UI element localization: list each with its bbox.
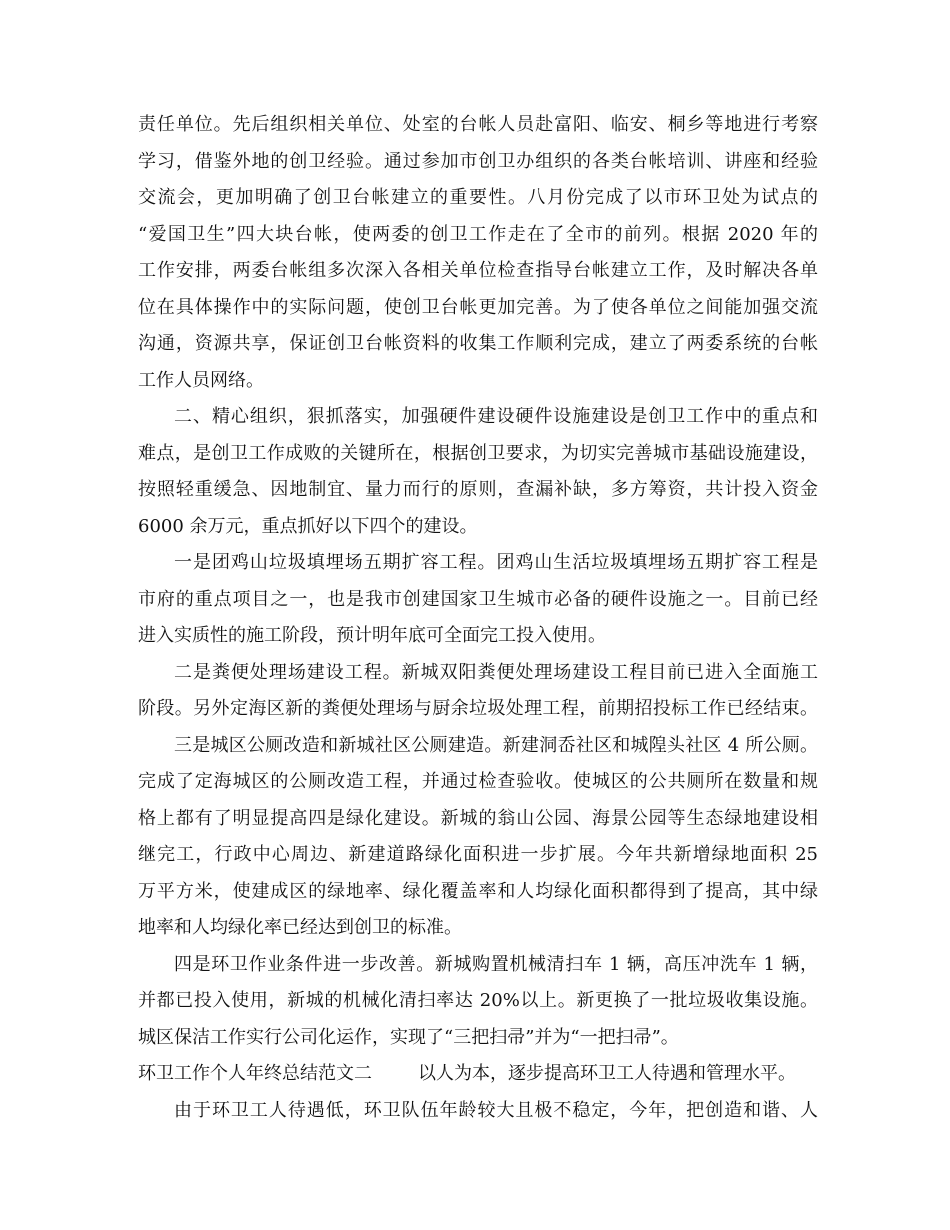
paragraph-line: 沟通，资源共享，保证创卫台帐资料的收集工作顺利完成，建立了两委系统的台帐 — [138, 333, 818, 354]
paragraph-line: 交流会，更加明确了创卫台帐建立的重要性。八月份完成了以市环卫处为试点的 — [138, 187, 818, 208]
paragraph-line: 二是粪便处理场建设工程。新城双阳粪便处理场建设工程目前已进入全面施工 — [174, 661, 818, 683]
document-body — [138, 107, 818, 1056]
paragraph-line: 责任单位。先后组织相关单位、处室的台帐人员赴富阳、临安、桐乡等地进行考察 — [138, 114, 818, 135]
paragraph-line: 工作人员网络。 — [138, 369, 264, 391]
paragraph-line: 难点，是创卫工作成败的关键所在，根据创卫要求，为切实完善城市基础设施建设， — [138, 442, 818, 464]
paragraph-line: 按照轻重缓急、因地制宜、量力而行的原则，查漏补缺，多方筹资，共计投入资金 — [138, 479, 818, 500]
paragraph-line: 进入实质性的施工阶段，预计明年底可全面完工投入使用。 — [138, 625, 606, 646]
paragraph-line: 地率和人均绿化率已经达到创卫的标准。 — [138, 917, 462, 938]
paragraph-line: 三是城区公厕改造和新城社区公厕建造。新建洞岙社区和城隍头社区 4 所公厕。 — [174, 734, 818, 756]
paragraph-line: “爱国卫生”四大块台帐，使两委的创卫工作走在了全市的前列。根据 2020 年的 — [138, 223, 818, 245]
paragraph-line: 6000 余万元，重点抓好以下四个的建设。 — [138, 515, 478, 537]
paragraph-line: 一是团鸡山垃圾填埋场五期扩容工程。团鸡山生活垃圾填埋场五期扩容工程是 — [174, 552, 818, 573]
document-page — [138, 107, 818, 1129]
paragraph-line: 继完工，行政中心周边、新建道路绿化面积进一步扩展。今年共新增绿地面积 25 — [138, 844, 818, 865]
paragraph-line: 二、精心组织，狠抓落实，加强硬件建设硬件设施建设是创卫工作中的重点和 — [174, 406, 818, 427]
paragraph-line: 学习，借鉴外地的创卫经验。通过参加市创卫办组织的各类台帐培训、讲座和经验 — [138, 150, 818, 172]
paragraph-line: 格上都有了明显提高四是绿化建设。新城的翁山公园、海景公园等生态绿地建设相 — [138, 807, 818, 829]
paragraph-line: 位在具体操作中的实际问题，使创卫台帐更加完善。为了使各单位之间能加强交流 — [138, 296, 818, 318]
paragraph-line: 阶段。另外定海区新的粪便处理场与厨余垃圾处理工程，前期招投标工作已经结束。 — [138, 698, 818, 719]
paragraph-line: 完成了定海城区的公厕改造工程，并通过检查验收。使城区的公共厕所在数量和规 — [138, 771, 818, 792]
section-heading-line — [138, 1056, 818, 1093]
paragraph-line: 四是环卫作业条件进一步改善。新城购置机械清扫车 1 辆，高压冲洗车 1 辆， — [174, 953, 818, 975]
paragraph-line: 万平方米，使建成区的绿地率、绿化覆盖率和人均绿化面积都得到了提高，其中绿 — [138, 880, 818, 902]
paragraph-line: 工作安排，两委台帐组多次深入各相关单位检查指导台帐建立工作，及时解决各单 — [138, 260, 818, 281]
paragraph-line: 市府的重点项目之一，也是我市创建国家卫生城市必备的硬件设施之一。目前已经 — [138, 588, 818, 610]
paragraph-line: 由于环卫工人待遇低，环卫队伍年龄较大且极不稳定，今年，把创造和谐、人 — [174, 1099, 818, 1121]
paragraph-line: 并都已投入使用，新城的机械化清扫率达 20%以上。新更换了一批垃圾收集设施。 — [138, 990, 818, 1011]
section-title-tail: 以人为本，逐步提高环卫工人待遇和管理水平。 — [418, 1063, 796, 1084]
section-title: 环卫工作个人年终总结范文二 — [138, 1063, 372, 1084]
paragraph-line: 城区保洁工作实行公司化运作，实现了“三把扫帚”并为“一把扫帚”。 — [138, 1026, 679, 1048]
